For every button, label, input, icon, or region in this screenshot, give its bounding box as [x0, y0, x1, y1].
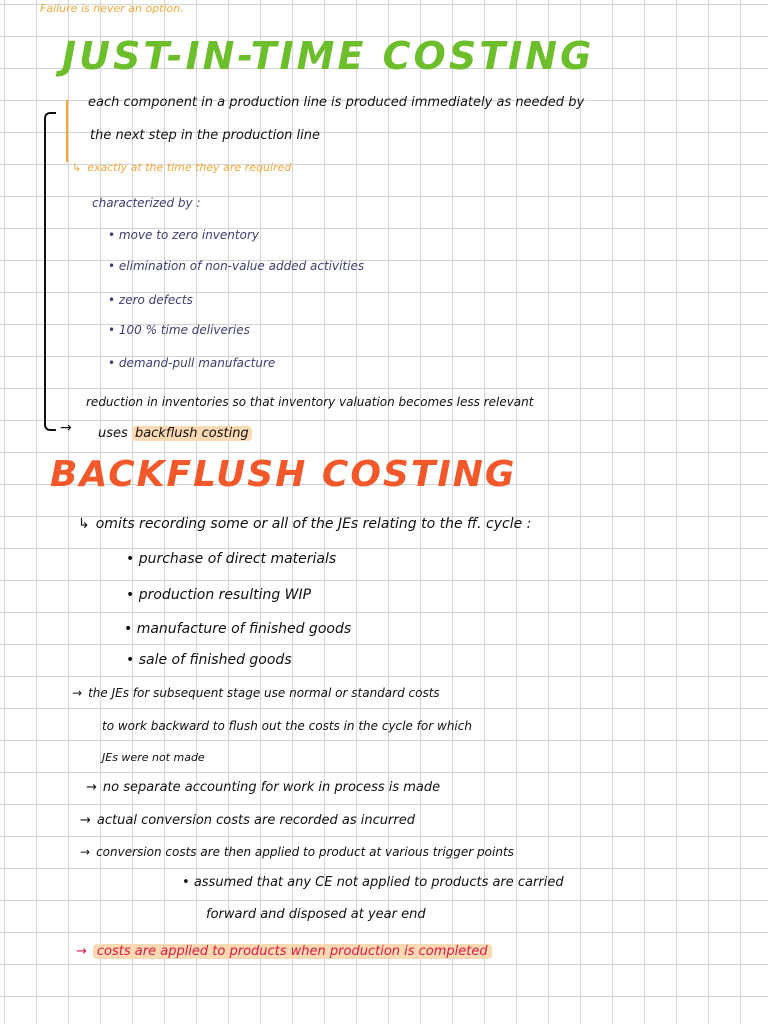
- je-line-1-text: the JEs for subsequent stage use normal or standard costs: [88, 686, 440, 700]
- backflush-point: [80, 845, 514, 859]
- jit-definition-note: [72, 161, 291, 174]
- characteristic-item: • zero defects: [108, 293, 193, 307]
- characteristic-item: • 100 % time deliveries: [108, 323, 250, 337]
- jit-title: JUST-IN-TIME COSTING: [62, 34, 595, 78]
- omits-line: [78, 516, 531, 532]
- backflush-point-text: actual conversion costs are recorded as incurred: [96, 813, 415, 828]
- final-text: costs are applied to products when production is completed: [93, 944, 492, 959]
- arrow-icon: ↳: [78, 516, 90, 532]
- backflush-point: [80, 813, 415, 828]
- final-line: [76, 944, 492, 959]
- arrow-icon: →: [86, 780, 97, 795]
- jit-definition-line-2: the next step in the production line: [90, 128, 321, 143]
- arrow-icon: →: [80, 845, 91, 859]
- sub-point-line-1: • assumed that any CE not applied to products are carried: [182, 875, 564, 890]
- reduction-text: reduction in inventories so that inventory valuation becomes less relevant: [86, 395, 534, 409]
- arrow-icon: →: [72, 686, 83, 700]
- backflush-point-text: no separate accounting for work in process is made: [102, 780, 441, 795]
- characterized-label: characterized by :: [92, 196, 201, 210]
- left-bracket: [44, 112, 56, 431]
- arrow-icon: →: [76, 944, 87, 959]
- characteristic-item: • elimination of non-value added activities: [108, 259, 364, 273]
- backflush-title: BACKFLUSH COSTING: [50, 454, 517, 495]
- je-line-3: JEs were not made: [102, 751, 205, 764]
- je-line-1: [72, 686, 440, 700]
- characteristic-item: • move to zero inventory: [108, 228, 259, 242]
- uses-prefix: uses: [98, 426, 128, 441]
- cycle-item: • purchase of direct materials: [126, 551, 336, 567]
- sub-point-line-2: forward and disposed at year end: [206, 907, 426, 922]
- jit-definition-line-1: each component in a production line is produced immediately as needed by: [88, 95, 585, 110]
- je-line-2: to work backward to flush out the costs in the cycle for which: [102, 719, 472, 733]
- uses-highlight: backflush costing: [132, 426, 252, 441]
- backflush-point: [86, 780, 440, 795]
- cycle-item: • manufacture of finished goods: [124, 621, 351, 637]
- uses-line: [98, 426, 252, 441]
- motto-text: Failure is never an option.: [40, 2, 184, 15]
- arrow-icon: ↳: [72, 161, 82, 174]
- bracket-arrow-icon: →: [60, 420, 72, 436]
- cycle-item: • production resulting WIP: [126, 587, 311, 603]
- arrow-icon: →: [80, 813, 91, 828]
- jit-note-text: exactly at the time they are required: [87, 161, 292, 174]
- characteristic-item: • demand-pull manufacture: [108, 356, 275, 370]
- orange-bracket-line: [66, 100, 68, 162]
- omits-text: omits recording some or all of the JEs relating to the ff. cycle :: [95, 516, 532, 532]
- backflush-point-text: conversion costs are then applied to product at various trigger points: [96, 845, 514, 859]
- cycle-item: • sale of finished goods: [126, 652, 292, 668]
